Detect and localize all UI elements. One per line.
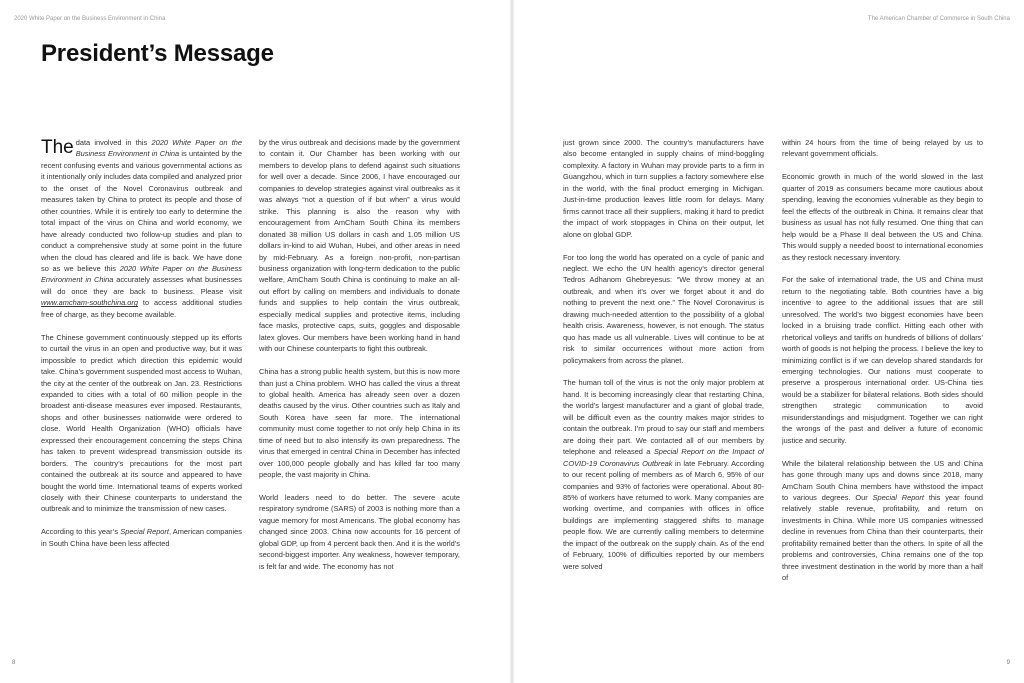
text-column-2	[259, 137, 460, 637]
text-run: is untainted by the recent confusing events and various governmental actions as it intentionally only includes data compiled and analyzed prior to the onset of the Novel Coronavirus outbreak and measures taken by China to protect its people and those of other countries. While it is entirely too early to determine the total impact of the virus on China and world economy, we have already conducted two follow-up studies and plan to conduct a comprehensive study at some point in the future when the cloud has cleared and life is back. We have done so as we believe this	[41, 149, 242, 273]
right-page	[512, 0, 1024, 683]
page-number-left: 8	[12, 660, 16, 666]
paragraph: For the sake of international trade, the US and China must return to the negotiating table. Both countries have a big incentive to agree to the additional issues that are still unresolved. The world’s two biggest economies have been locked in a bruising trade conflict. Hitting each other with rhetorical volleys and tariffs on hundreds of billions of dollars’ worth of goods is not helping the process. I believe the key to minimizing conflict is if we can develop shared standards for emerging technologies. Our nations must cooperate to preserve a prosperous international order. US-China ties would be a stabilizer for bilateral relations. Both sides should strengthen strategic communication to avoid misunderstandings and misjudgment. Together we can right the wrongs of the past and deliver a future of economic justice and security.	[782, 275, 983, 445]
report-title: Special Report on the Impact of COVID-19 Coronavirus Outbreak	[563, 447, 764, 468]
page-title: President’s Message	[41, 40, 274, 67]
paragraph: The Chinese government continuously stepped up its efforts to curtail the virus in an open and productive way, but it was impossible to predict which direction this epidemic would take. China’s government suspended most access to Wuhan, the city at the center of the outbreak on Jan. 23. Restrictions expanded to cities with a total of 60 million people in the broadest anti-disease measures ever imposed. Restaurants, shops and other businesses nationwide were ordered to close. World Health Organization (WHO) officials have expressed their encouragement concerning the steps China has taken to prevent widespread transmission outside its borders. The country’s precautions for the most part contained the outbreak at its source and appeared to have bought the world time. International teams of experts worked closely with their Chinese counterparts to understand the outbreak and to minimize the transmission of new cases.	[41, 332, 242, 514]
text-run: this year found relatively stable revenue, profitability, and return on investments in China. While more US companies witnessed decline in revenues from China than their counterparts, their profitability remained better than the others. In spite of all the problems and controversies, China remains one of the top three investment destination in the world by more than a half of	[782, 493, 983, 583]
text-run: in late February. According to our recent polling of members as of March 6, 95% of our companies and 93% of factories were operational. About 80-85% of workers have returned to work. Many companies are working overtime, and companies with offices in office buildings are implementing staggered shifts to manage people flow. We are currently calling members to determine the impact of the outbreak on the supply chain. As of the end of February, 100% of difficulties reported by our members were solved	[563, 458, 764, 571]
report-title: Special Report	[872, 493, 924, 502]
text-column-1	[41, 137, 242, 637]
text-run: While the bilateral relationship between the US and China has gone through many ups and downs since 2018, many AmCham South China members have withstood the impact to various degrees. Our	[782, 458, 983, 502]
paragraph: For too long the world has operated on a cycle of panic and neglect. We echo the UN health agency’s director general Tedros Adhanom Ghebreyesus: “We throw money at an outbreak, and when it’s over we forget about it and do nothing to prevent the next one.” The Novel Coronavirus is drawing much-needed attention to the possibility of a global health crisis. Awareness, however, is not enough. The status quo has made us all vulnerable. Lives will continue to be at risk to similar occurrences without more action from policymakers from across the planet.	[563, 252, 764, 365]
report-title: Special Report	[120, 527, 169, 537]
text-column-3	[563, 137, 764, 637]
paragraph: Economic growth in much of the world slowed in the last quarter of 2019 as consumers became more cautious about spending, leaving the economies vulnerable as they begin to feel the effects of the outbreak in China. It remains clear that business as usual has not fully resumed. One thing that can help would be a Phase II deal between the US and China. This would supply a needed boost to international economies as they restock necessary inventory.	[782, 172, 983, 262]
paragraph: by the virus outbreak and decisions made by the government to contain it. Our Chamber has been working with our members to develop plans to defend against such situations for well over a decade. Since 2006, I have encouraged our companies to develop strategies against viral outbreaks as it was always “not a question of if but when” a virus would strike. This planning is also the reason why with encouragement from AmCham South China its members donated 38 million US dollars in cash and 1.05 million US dollars in-kind to aid Wuhan, Hubei, and other areas in need by mid-February. As a foreign non-profit, non-partisan business organization with long-term dedication to the public welfare, AmCham South China is continuing to make an all-out effort by calling on members and individuals to donate funds and supplies to help contain the virus outbreak, especially medical supplies and protective items, including face masks, protective caps, suits, goggles and disposable latex gloves. Our members have been working hand in hand with our Chinese counterparts to fight this outbreak.	[259, 138, 460, 354]
paragraph	[782, 458, 983, 584]
website-link[interactable]: www.amcham-southchina.org	[41, 298, 138, 308]
running-head-left: 2020 White Paper on the Business Environment in China	[14, 16, 166, 22]
book-gutter	[509, 0, 515, 683]
page-number-right: 9	[1006, 660, 1010, 666]
text-run: The human toll of the virus is not the only major problem at hand. It is becoming increasingly clear that restarting China, the world’s largest manufacturer and a giant of global trade, will be difficult even as the country makes major strides to contain the outbreak. I’m proud to say our staff and members are doing their part. We contacted all of our members by telephone and released a	[563, 378, 764, 457]
text-column-4	[782, 137, 983, 637]
running-head-right: The American Chamber of Commerce in South China	[867, 16, 1010, 22]
text-run: According to this year’s	[41, 527, 121, 537]
text-run: to access additional studies free of charge, as they become available.	[41, 298, 242, 319]
paragraph: China has a strong public health system, but this is now more than just a China problem. WHO has called the virus a threat to global health. America has already seen over a dozen deaths caused by the virus. Other countries such as Italy and South Korea have seen far more. The international community must come together to not only help China in its time of need but to also intensify its own preparedness. The virus that emerged in central China in December has infected over 100,000 people globally and has killed far too many people, the vast majority in China.	[259, 367, 460, 480]
paragraph: World leaders need to do better. The severe acute respiratory syndrome (SARS) of 2003 is nothing more than a vague memory for most Americans. The global economy has changed since 2003. China now accounts for 16 percent of global GDP, up from 4 percent back then. And it is the world’s second-biggest importer. Any weakness, however temporary, is felt far and wide. The economy has not	[259, 493, 460, 571]
publication-title: 2020 White Paper on the Business Environment in China	[75, 138, 242, 159]
publication-title: 2020 White Paper on the Business Environment in China	[41, 263, 242, 285]
paragraph: within 24 hours from the time of being relayed by us to relevant government officials.	[782, 138, 983, 159]
drop-cap: The	[41, 137, 74, 158]
paragraph	[41, 137, 242, 320]
text-run: accurately assesses what businesses will do once they are back to business. Please visit	[41, 275, 242, 296]
paragraph	[41, 526, 242, 549]
text-run: data involved in this	[75, 138, 152, 147]
paragraph	[563, 377, 764, 572]
paragraph: just grown since 2000. The country’s manufacturers have also become entangled in supply chains of mind-boggling complexity. A factory in Wuhan may provide parts to a firm in Guangzhou, which in turn supplies a factory somewhere else in the world, with the final product emerging in Michigan. Just-in-time production leaves little room for delays. Many firms cannot trace all their suppliers, making it hard to predict the impact of work stoppages in China on their output, let alone on global GDP.	[563, 138, 764, 239]
text-run: , American companies in South China have been less affected	[41, 527, 242, 548]
